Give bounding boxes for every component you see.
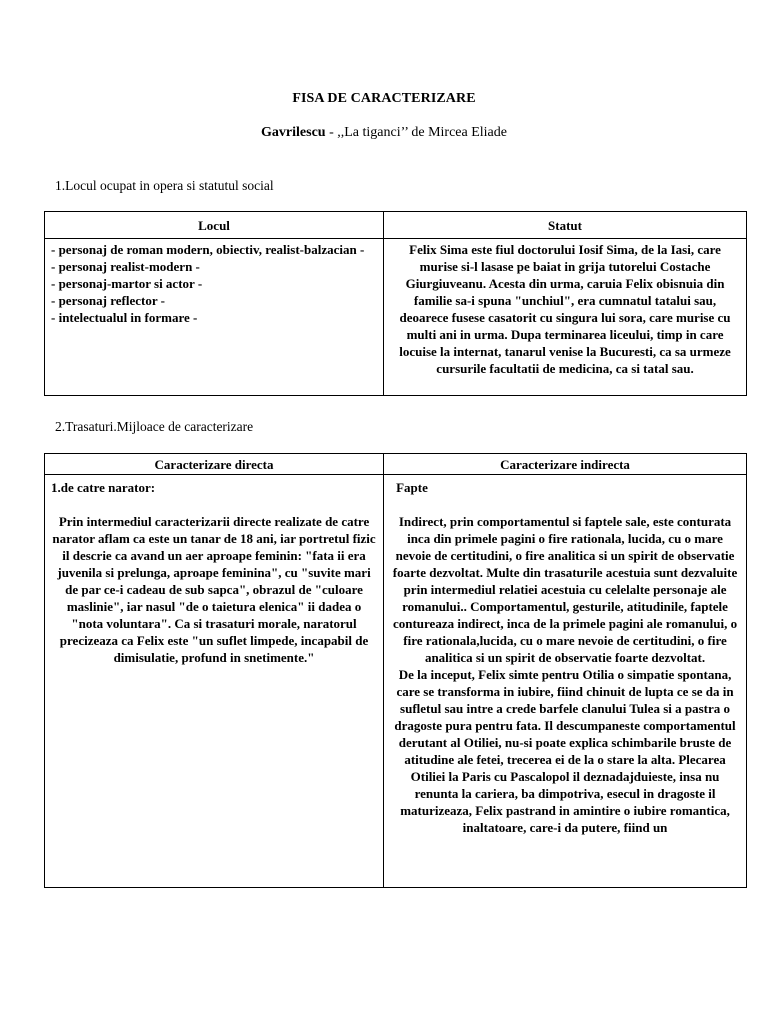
indirecta-text: Indirect, prin comportamentul si faptele sale, este conturata inca din primele pagini o fire rationala, lucida, cu o mare nevoie de certitudini, o fire analitica si un spirit de observatie foarte dezvoltat. Multe din trasaturile acestuia sunt dezvaluite prin intermediul relatiei acestuia cu celelalte personaje ale romanului.. Comportamentul, gesturile, atitudinile, faptele contureaza indirect, inca de la primele pagini ale romanului, o fire rationala,lucida, cu o mare nevoie de certitudini, o fire analitica si un spirit de observatie foarte dezvoltat. De la inceput, Felix simte pentru Otilia o simpatie spontana, care se transforma in iubire, fiind chinuit de lupta ce se da in sufletul sau intre a crede barfele clanului Tulea si a pastra o dragoste pura pentru fata. Il descumpaneste comportamentul derutant al Otiliei, nu-si poate explica schimbarile bruste de atitudine ale fetei, trecerea ei de la o stare la alta. Plecarea Otiliei la Paris cu Pascalopol il deznadajduieste, insa nu renunta la cariera, ba dimpotriva, esecul in dragoste il maturizeaza, Felix pastrand in amintire o iubire romantica, inaltatoare, care-i da putere, fiind un (392, 514, 738, 835)
locul-cell (45, 239, 384, 396)
locul-header: Locul (45, 212, 384, 239)
statut-header: Statut (384, 212, 747, 239)
indirecta-label: Fapte (396, 480, 428, 495)
indirecta-cell (384, 475, 747, 888)
directa-cell (45, 475, 384, 888)
subtitle-rest: - ,,La tiganci’’ de Mircea Eliade (325, 125, 507, 140)
locul-item: - intelectualul in formare - (51, 310, 198, 325)
section1-heading: 1.Locul ocupat in opera si statutul social (55, 178, 274, 193)
statut-cell: Felix Sima este fiul doctorului Iosif Sima, de la Iasi, care murise si-l lasase pe baiat in grija tutorelui Costache Giurgiuveanu. Acesta din urma, caruia Felix obisnuia din familie sa-i spuna "unchiul", era cumnatul tatalui sau, deoarece fusese casatorit cu singura lui sora, care murise cu multi ani in urma. Dupa terminarea liceului, timp in care locuise la internat, tanarul venise la Bucuresti, ca sa urmeze cursurile facultatii de medicina, ca si tatal sau. (384, 239, 747, 396)
directa-header: Caracterizare directa (45, 454, 384, 475)
caracterizare-table (44, 453, 747, 888)
directa-label: 1.de catre narator: (51, 480, 156, 495)
locul-item: - personaj de roman modern, obiectiv, realist-balzacian - (51, 242, 365, 257)
indirecta-header: Caracterizare indirecta (384, 454, 747, 475)
document-subtitle (0, 125, 768, 141)
directa-text: Prin intermediul caracterizarii directe realizate de catre narator aflam ca este un tanar de 18 ani, iar portretul fizic il descrie ca avand un aer aproape feminin: "fata ii era juvenila si prelunga, aproape feminina", cu "suvite mari de par ce-i cadeau de sub sapca", obrazul de "culoare maslinie", iar nasul "de o taietura elenica" ii dadea o "nota voluntara". Ca si trasaturi morale, naratorul precizeaza ca Felix este "un suflet limpede, incapabil de dimisulatie, profund in snetimente." (52, 514, 376, 665)
character-name: Gavrilescu (261, 125, 326, 140)
locul-item: - personaj realist-modern - (51, 259, 200, 274)
locul-item: - personaj reflector - (51, 293, 165, 308)
section2-heading: 2.Trasaturi.Mijloace de caracterizare (55, 419, 254, 434)
document-title: FISA DE CARACTERIZARE (292, 91, 476, 106)
locul-statut-table (44, 211, 747, 396)
locul-item: - personaj-martor si actor - (51, 276, 203, 291)
